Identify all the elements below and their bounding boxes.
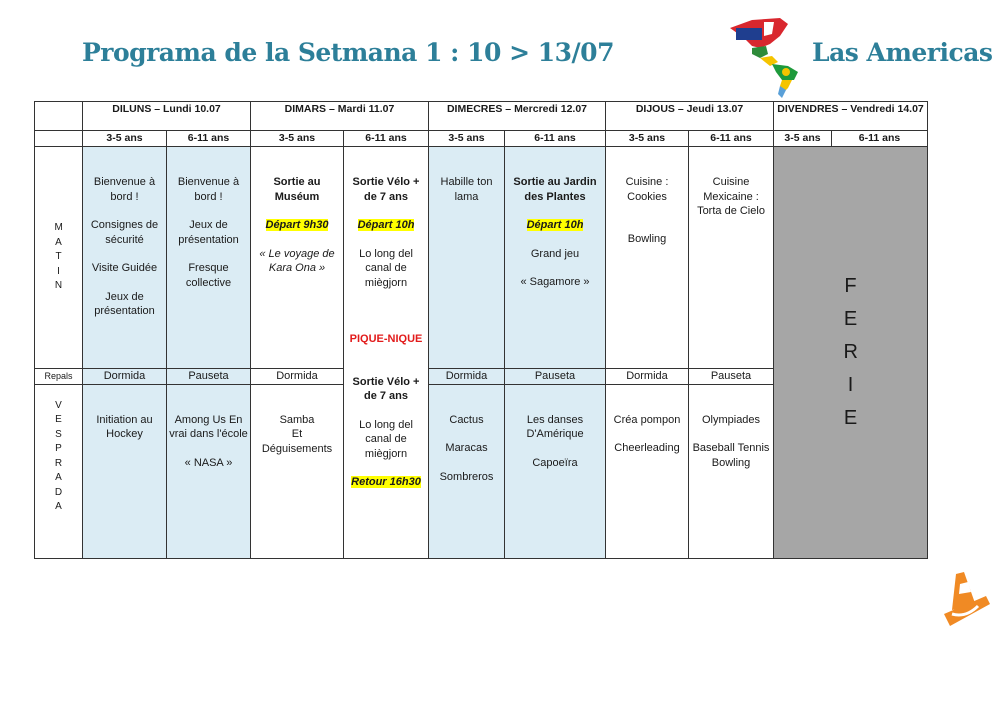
cell-repas-thu-6-11: Pauseta: [689, 369, 774, 385]
cell-tue-6-11-fullday: [344, 147, 429, 559]
cell-repas-wed-3-5: Dormida: [429, 369, 505, 385]
day-header-fri: DIVENDRES – Vendredi 14.07: [774, 102, 928, 131]
cell-matin-thu-6-11: [689, 147, 774, 369]
cell-repas-mon-3-5: Dormida: [83, 369, 167, 385]
cell-vesprada-mon-3-5: [83, 384, 167, 558]
activity-text: Sombreros: [439, 470, 494, 483]
age-header: 3-5 ans: [251, 131, 344, 147]
cell-vesprada-wed-3-5: [429, 384, 505, 558]
cell-matin-mon-6-11: [167, 147, 251, 369]
age-header: 6-11 ans: [689, 131, 774, 147]
day-header-wed: DIMECRES – Mercredi 12.07: [429, 102, 606, 131]
activity-title: Sortie Vélo + de 7 ans: [352, 375, 420, 402]
activity-text: Bowling: [627, 233, 667, 245]
activity-text: Habille ton lama: [440, 176, 493, 203]
row-label-matin-text: MATIN: [54, 222, 63, 292]
departure-time: Départ 10h: [526, 219, 584, 231]
activity-text: Cuisine : Cookies: [625, 176, 669, 203]
return-time: Retour 16h30: [351, 476, 421, 488]
cell-vesprada-tue-3-5: [251, 384, 344, 558]
row-label-matin: [35, 147, 83, 369]
activity-text: Capoeïra: [532, 456, 578, 469]
corner-cell: [35, 102, 83, 131]
activity-text: Consignes de sécurité: [90, 219, 159, 246]
activity-text: Cactus: [449, 413, 484, 426]
row-label-vesprada: [35, 384, 83, 558]
activity-text: Les danses D'Amérique: [526, 413, 584, 440]
cell-repas-mon-6-11: Pauseta: [167, 369, 251, 385]
activity-title: Sortie Vélo + de 7 ans: [352, 176, 420, 203]
age-header: 3-5 ans: [83, 131, 167, 147]
activity-text: Et: [291, 428, 303, 440]
activity-text: Cheerleading: [614, 442, 680, 454]
activity-text: Olympiades: [701, 413, 761, 426]
departure-time: Départ 9h30: [265, 219, 329, 231]
theme-title: Las Americas: [812, 38, 993, 67]
americas-flag-map-icon: [722, 14, 818, 100]
activity-text: Initiation au Hockey: [96, 413, 153, 440]
activity-title: Sortie au Jardin des Plantes: [513, 176, 597, 203]
page-title: Programa de la Setmana 1 : 10 > 13/07: [82, 38, 614, 67]
activity-text: « NASA »: [184, 456, 233, 469]
departure-time: Départ 10h: [357, 219, 415, 231]
age-header: 6-11 ans: [344, 131, 429, 147]
cell-vesprada-mon-6-11: [167, 384, 251, 558]
cell-repas-wed-6-11: Pauseta: [505, 369, 606, 385]
cell-matin-wed-3-5: [429, 147, 505, 369]
activity-text: Maracas: [445, 442, 488, 454]
age-header: 3-5 ans: [429, 131, 505, 147]
cell-matin-thu-3-5: [606, 147, 689, 369]
ferie-cell: [774, 147, 928, 559]
activity-title: Sortie au Muséum: [273, 176, 321, 203]
activity-text: Jeux de présentation: [178, 219, 239, 246]
activity-text: Among Us En vrai dans l'école: [169, 413, 248, 440]
age-header: 6-11 ans: [505, 131, 606, 147]
activity-text: Baseball Tennis Bowling: [692, 442, 770, 469]
activity-text: Jeux de présentation: [94, 290, 155, 317]
activity-text: Bienvenue à bord !: [177, 176, 240, 203]
age-header: 6-11 ans: [167, 131, 251, 147]
activity-text: Grand jeu: [530, 247, 580, 260]
age-header: 3-5 ans: [774, 131, 832, 147]
activity-text: Lo long del canal de miègjorn: [359, 418, 413, 460]
cell-vesprada-thu-3-5: [606, 384, 689, 558]
activity-text: Samba: [279, 413, 315, 426]
cell-vesprada-thu-6-11: [689, 384, 774, 558]
activity-text: « Le voyage de Kara Ona »: [259, 247, 335, 274]
row-label-vesprada-text: VESPRADA: [54, 399, 63, 512]
activity-text: Cuisine Mexicaine : Torta de Cielo: [697, 176, 765, 217]
ferie-text: FERIE: [843, 274, 858, 429]
cell-repas-tue-3-5: Dormida: [251, 369, 344, 385]
cell-matin-wed-6-11: [505, 147, 606, 369]
activity-text: Visite Guidée: [91, 262, 158, 274]
activity-text: Fresque collective: [185, 262, 232, 289]
day-header-tue: DIMARS – Mardi 11.07: [251, 102, 429, 131]
activity-text: Créa pompon: [613, 413, 681, 426]
schedule-table: [34, 101, 928, 559]
day-header-thu: DIJOUS – Jeudi 13.07: [606, 102, 774, 131]
cell-matin-tue-3-5: [251, 147, 344, 369]
row-label-repas: Repals: [35, 369, 83, 385]
age-header: 3-5 ans: [606, 131, 689, 147]
cell-vesprada-wed-6-11: [505, 384, 606, 558]
activity-text: Déguisements: [261, 442, 333, 455]
activity-text: Lo long del canal de miègjorn: [359, 247, 413, 289]
traffic-cone-icon: [942, 570, 992, 630]
cell-matin-mon-3-5: [83, 147, 167, 369]
picnic-label: PIQUE-NIQUE: [349, 333, 423, 345]
cell-repas-thu-3-5: Dormida: [606, 369, 689, 385]
age-header: 6-11 ans: [832, 131, 928, 147]
activity-text: « Sagamore »: [520, 276, 590, 288]
activity-text: Bienvenue à bord !: [93, 176, 156, 203]
age-corner-cell: [35, 131, 83, 147]
day-header-mon: DILUNS – Lundi 10.07: [83, 102, 251, 131]
